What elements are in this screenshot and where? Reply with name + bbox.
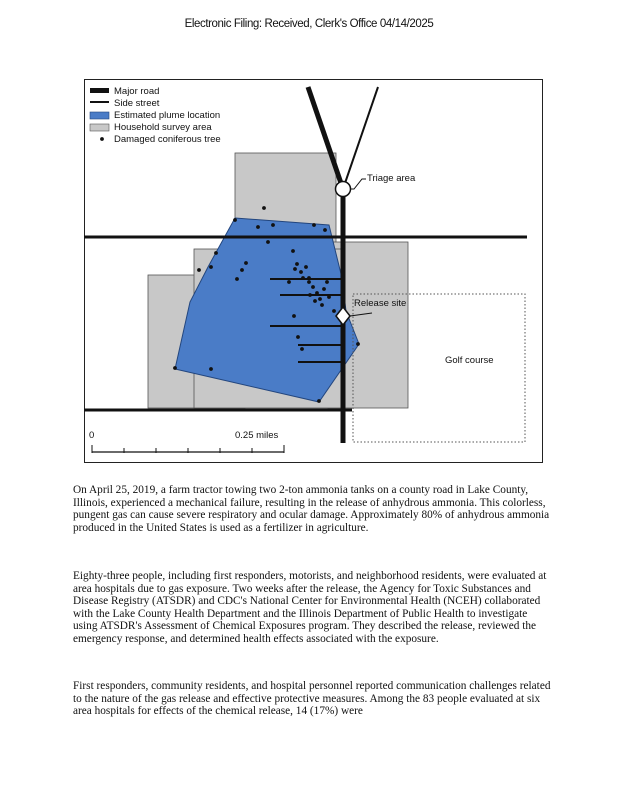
tree-dot	[307, 276, 311, 280]
tree-dot	[292, 314, 296, 318]
tree-dot	[322, 287, 326, 291]
tree-dot	[301, 276, 305, 280]
tree-dot	[240, 268, 244, 272]
tree-dot	[209, 367, 213, 371]
triage-circle	[336, 182, 351, 197]
tree-dot	[323, 228, 327, 232]
tree-dot	[300, 347, 304, 351]
tree-dot	[197, 268, 201, 272]
legend-major-road-swatch	[90, 88, 109, 93]
tree-dot	[320, 303, 324, 307]
tree-dot	[173, 366, 177, 370]
legend-survey-label: Household survey area	[114, 122, 212, 133]
tree-dot	[233, 218, 237, 222]
tree-dot	[244, 261, 248, 265]
legend-plume-swatch	[90, 112, 109, 119]
tree-dot	[308, 293, 312, 297]
tree-dot	[332, 309, 336, 313]
scale-end-label: 0.25 miles	[235, 430, 279, 441]
legend-major-road-label: Major road	[114, 86, 160, 97]
tree-dot	[287, 280, 291, 284]
tree-dot	[295, 262, 299, 266]
tree-dot	[307, 280, 311, 284]
tree-dot	[325, 280, 329, 284]
map-figure	[84, 79, 543, 463]
release-map	[84, 79, 543, 463]
tree-dot	[315, 291, 319, 295]
legend-tree-swatch	[100, 137, 104, 141]
tree-dot	[293, 267, 297, 271]
legend-plume-label: Estimated plume location	[114, 110, 221, 121]
tree-dot	[311, 285, 315, 289]
tree-dot	[235, 277, 239, 281]
triage-area-label: Triage area	[367, 173, 416, 184]
tree-dot	[313, 299, 317, 303]
scale-start-label: 0	[89, 430, 95, 441]
tree-dot	[271, 223, 275, 227]
paragraph-communication: First responders, community residents, and hospital personnel reported communication challenges related to the nature of the gas release and effective protective measures. Among the 83 people evaluated at six area hospitals for effects of the chemical release, 14 (17%) were	[73, 680, 551, 718]
tree-dot	[262, 206, 266, 210]
tree-dot	[356, 342, 360, 346]
tree-dot	[312, 223, 316, 227]
legend-survey-swatch	[90, 124, 109, 131]
tree-dot	[318, 297, 322, 301]
tree-dot	[299, 270, 303, 274]
tree-dot	[256, 225, 260, 229]
paragraph-incident: On April 25, 2019, a farm tractor towing two 2-ton ammonia tanks on a county road in Lake County, Illinois, experienced a mechanical failure, resulting in the release of anhydrous ammonia. This colorless, pungent gas can cause severe respiratory and ocular damage. Approximately 80% of anhydrous ammonia produced in the United States is used as a fertilizer in agriculture.	[73, 484, 550, 534]
tree-dot	[266, 240, 270, 244]
paragraph-investigation: Eighty-three people, including first responders, motorists, and neighborhood residents, were evaluated at area hospitals due to gas exposure. Two weeks after the release, the Agency for Toxic Substances and Disease Registry (ATSDR) and CDC's National Center for Environmental Health (NCEH) collaborated with the Lake County Health Department and the Illinois Department of Public Health to investigate using ATSDR's Assessment of Chemical Exposures program. They described the release, reviewed the emergency response, and determined health effects associated with the exposure.	[73, 570, 547, 645]
tree-dot	[296, 335, 300, 339]
filing-stamp: Electronic Filing: Received, Clerk's Office 04/14/2025	[184, 18, 434, 30]
tree-dot	[209, 265, 213, 269]
legend-side-street-swatch	[90, 101, 109, 103]
legend-tree-label: Damaged coniferous tree	[114, 134, 221, 145]
golf-course-label: Golf course	[445, 355, 494, 366]
tree-dot	[214, 251, 218, 255]
legend-side-street-label: Side street	[114, 98, 160, 109]
tree-dot	[291, 249, 295, 253]
release-site-label: Release site	[354, 298, 407, 309]
tree-dot	[304, 265, 308, 269]
tree-dot	[317, 399, 321, 403]
tree-dot	[327, 295, 331, 299]
